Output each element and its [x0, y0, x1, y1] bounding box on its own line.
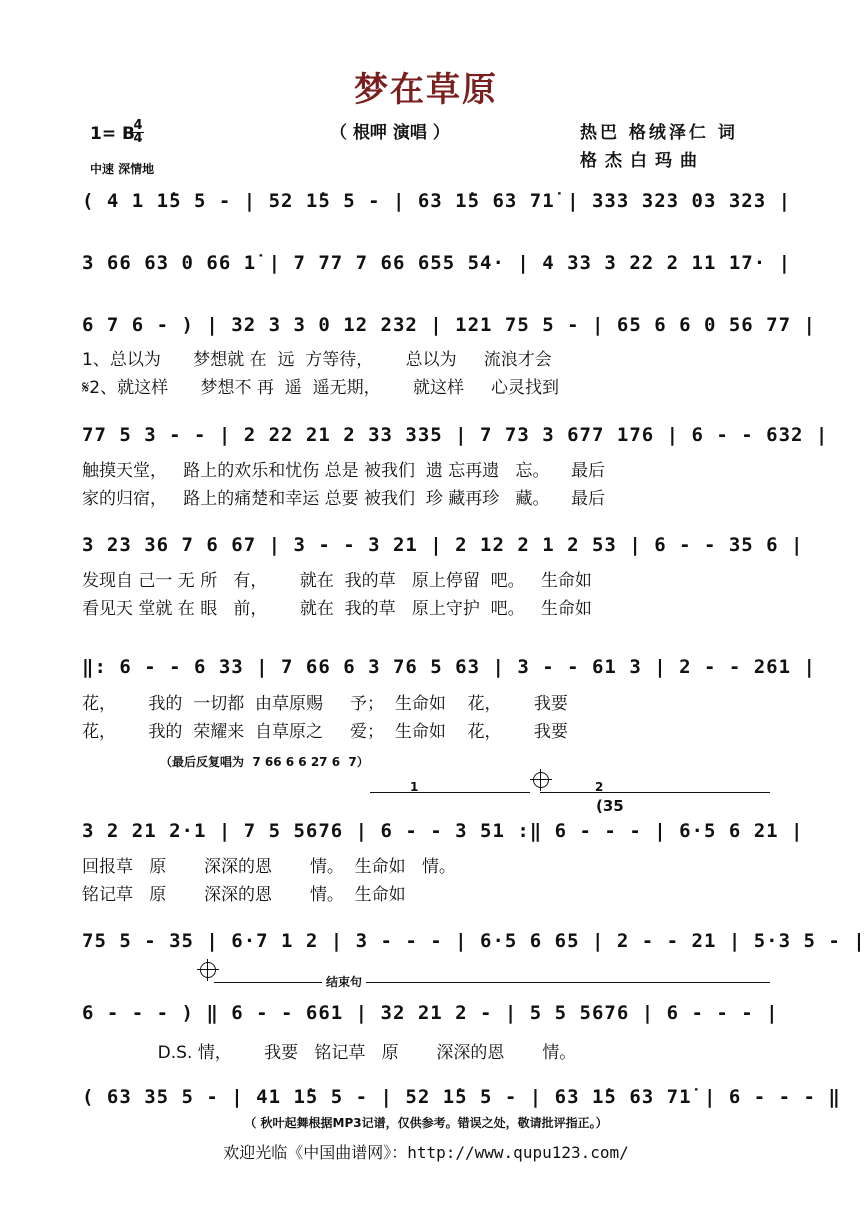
- key-signature: 1= B: [90, 124, 135, 144]
- ending-bracket: [214, 982, 770, 983]
- score-line: ( 63 35 5 - | 41 1̇5 5 - | 52 1̇5 5 - | 63 1̇5 63 71̇ | 6 - - - ‖: [82, 1086, 841, 1108]
- welcome-text: 欢迎光临《中国曲谱网》：: [223, 1143, 408, 1162]
- score-line: 3 23 36 7 6 67 | 3 - - 3 21 | 2 12 2 1 2 53 | 6 - - 35 6 |: [82, 534, 804, 556]
- volta-2-label: 2: [595, 780, 604, 794]
- lyricist: 热巴 格绒泽仁 词: [580, 123, 738, 143]
- song-title: 梦在草原: [354, 70, 498, 110]
- transcriber-note: （ 秋叶起舞根据MP3记谱，仅供参考。错误之处，敬请批评指正。）: [244, 1116, 608, 1130]
- score-line: 3 2 21 2·1 | 7 5 5676 | 6 - - 3 51 :‖ 6 - - - | 6·5 6 21 |: [82, 820, 804, 842]
- lyric-line: 花， 我的 一切都 由草原赐 予； 生命如 花， 我要: [82, 694, 568, 714]
- lyric-line: 花， 我的 荣耀来 自草原之 爱； 生命如 花， 我要: [82, 722, 568, 742]
- coda-icon: [533, 772, 549, 788]
- lyric-line: 𝄋2、就这样 梦想不 再 遥 遥无期， 就这样 心灵找到: [82, 378, 560, 398]
- tempo-marking: 中速 深情地: [90, 162, 155, 176]
- volta-1-bracket: [370, 792, 530, 793]
- lyric-line: D.S. 情， 我要 铭记草 原 深深的恩 情。: [82, 1043, 577, 1063]
- time-signature-bottom: 4: [133, 131, 143, 146]
- lyric-line: 铭记草 原 深深的恩 情。 生命如: [82, 885, 406, 905]
- time-signature-top: 4: [133, 118, 143, 133]
- site-url-link[interactable]: http://www.qupu123.com/: [407, 1143, 629, 1162]
- score-line: 75 5 - 35 | 6·7 1 2 | 3 - - - | 6·5 6 65 | 2 - - 21 | 5·3 5 - |: [82, 930, 866, 952]
- volta-1-label: 1: [410, 780, 419, 794]
- final-repeat-note: （最后反复唱为 7 66 6 6 27 6 7）: [160, 755, 369, 769]
- score-line: ( 4 1 1̇5 5 - | 52 1̇5 5 - | 63 1̇5 63 71̇ | 333 323 03 323 |: [82, 190, 792, 212]
- time-signature: [132, 120, 144, 145]
- score-line: 3 66 63 0 66 1̇ | 7 77 7 66 655 54· | 4 33 3 22 2 11 17· |: [82, 252, 792, 274]
- lyric-line: 1、总以为 梦想就 在 远 方等待， 总以为 流浪才会: [82, 350, 552, 370]
- score-line: ‖: 6 - - 6 33 | 7 66 6 3 76 5 63 | 3 - - 61 3 | 2 - - 261 |: [82, 656, 816, 678]
- score-line: 77 5 3 - - | 2 22 21 2 33 335 | 7 73 3 677 176 | 6 - - 632 |: [82, 424, 829, 446]
- volta-2-bracket: [540, 792, 770, 793]
- lyric-line: 家的归宿， 路上的痛楚和幸运 总要 被我们 珍 藏再珍 藏。 最后: [82, 489, 606, 509]
- ending-label: 结束句: [322, 973, 366, 990]
- lyric-line: 触摸天堂， 路上的欢乐和忧伤 总是 被我们 遗 忘再遗 忘。 最后: [82, 461, 606, 481]
- performer: （ 根呷 演唱 ）: [330, 123, 450, 143]
- score-line: 6 - - - ) ‖ 6 - - 661 | 32 21 2 - | 5 5 5676 | 6 - - - |: [82, 1002, 779, 1024]
- composer: 格杰白玛曲: [580, 151, 705, 171]
- lyric-line: 回报草 原 深深的恩 情。 生命如 情。: [82, 857, 456, 877]
- coda-icon: [200, 962, 216, 978]
- lyric-line: 看见天 堂就 在 眼 前， 就在 我的草 原上守护 吧。 生命如: [82, 599, 592, 619]
- score-line: 6 7 6 - ) | 32 3 3 0 12 232 | 121 75 5 - | 65 6 6 0 56 77 |: [82, 314, 816, 336]
- site-welcome: [0, 1140, 852, 1163]
- lyric-line: 发现自 己一 无 所 有， 就在 我的草 原上停留 吧。 生命如: [82, 571, 592, 591]
- volta-2-intro: (35: [596, 797, 624, 815]
